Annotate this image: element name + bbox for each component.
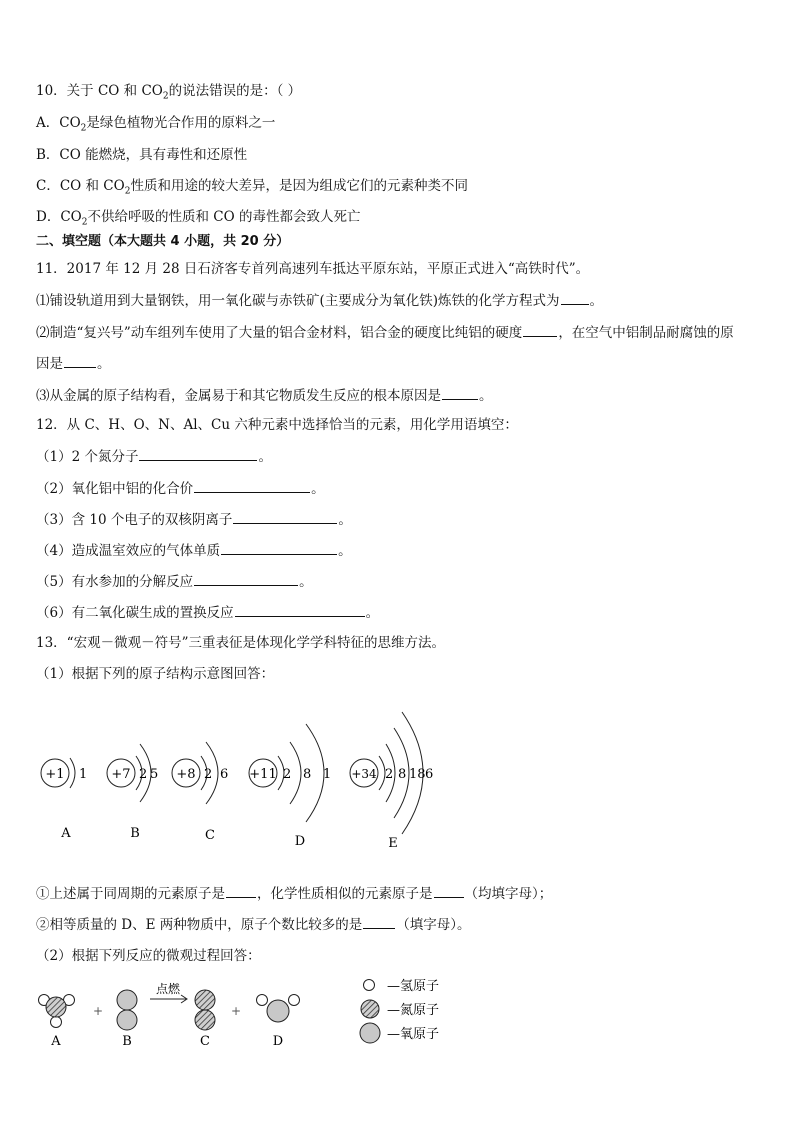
shell-electrons: 1	[79, 767, 88, 782]
answer-blank[interactable]	[194, 572, 298, 586]
atom-label: D	[294, 834, 306, 849]
answer-blank[interactable]	[194, 479, 310, 493]
answer-blank[interactable]	[442, 386, 478, 400]
legend-label: —氮原子	[387, 1003, 440, 1018]
q11-part3: ⑶从金属的原子结构看，金属易于和其它物质发生反应的根本原因是 。	[36, 388, 493, 404]
answer-blank[interactable]	[139, 447, 257, 461]
atom-b	[107, 744, 158, 841]
answer-blank[interactable]	[434, 884, 464, 898]
molecule-c	[195, 990, 215, 1049]
plus-sign: +	[93, 1004, 104, 1018]
shell-electrons: 2	[283, 767, 292, 782]
shell-electrons: 1	[323, 767, 332, 782]
atom-structure-diagrams	[0, 700, 794, 860]
atom-c	[172, 742, 228, 843]
molecule-label: D	[272, 1034, 284, 1049]
atom-label: A	[61, 826, 71, 841]
molecule-label: C	[200, 1034, 210, 1049]
q11-part2-cont: 因是 。	[36, 356, 111, 372]
shell-electrons: 8	[303, 767, 312, 782]
answer-blank[interactable]	[221, 541, 337, 555]
q13-ask1: ①上述属于同周期的元素原子是 ，化学性质相似的元素原子是 （均填字母）；	[36, 886, 553, 902]
molecule-d	[257, 995, 300, 1050]
nitrogen-atom-icon	[361, 1000, 379, 1018]
q10-option-b: B．CO 能燃烧，具有毒性和还原性	[36, 147, 248, 163]
section-heading: 二、填空题（本大题共 4 小题，共 20 分）	[36, 234, 290, 249]
q12-item-1: （1）2 个氮分子 。	[36, 449, 272, 465]
q13-ask2: ②相等质量的 D、E 两种物质中，原子个数比较多的是 （填字母）。	[36, 917, 471, 933]
atom-label: B	[130, 826, 140, 841]
answer-blank[interactable]	[64, 354, 96, 368]
atom-a	[41, 758, 87, 841]
answer-blank[interactable]	[235, 603, 365, 617]
shell-electrons: 6	[425, 767, 434, 782]
q11-part1: ⑴铺设轨道用到大量钢铁，用一氧化碳与赤铁矿(主要成分为氧化铁)炼铁的化学方程式为 。	[36, 293, 604, 309]
answer-blank[interactable]	[226, 884, 256, 898]
q11-part2: ⑵制造“复兴号”动车组列车使用了大量的铝合金材料，铝合金的硬度比纯铝的硬度 ，在空气中铝制品耐腐蚀的原	[36, 325, 734, 341]
q10-option-c: C．CO 和 $CO_2$性质和用途的较大差异，是因为组成它们的元素种类不同	[36, 178, 468, 197]
reaction-condition: 点燃	[155, 982, 181, 996]
shell-electrons: 2	[204, 767, 213, 782]
answer-blank[interactable]	[363, 915, 395, 929]
q10-option-a: A．$CO_2$是绿色植物光合作用的原料之一	[36, 115, 276, 134]
legend-label: —氧原子	[387, 1027, 440, 1042]
shell-electrons: 18	[409, 767, 426, 782]
q11-stem: 11．2017 年 12 月 28 日石济客专首列高速列车抵达平原东站，平原正式进入“高铁时代”。	[36, 261, 590, 277]
shell-electrons: 8	[398, 767, 407, 782]
legend-label: —氢原子	[387, 979, 440, 994]
shell-electrons: 2	[139, 767, 148, 782]
molecule-label: B	[122, 1034, 132, 1049]
hydrogen-atom-icon	[364, 980, 375, 991]
answer-blank[interactable]	[233, 510, 337, 524]
q10-stem: 10．关于 CO 和 $CO_2$的说法错误的是：（ ）	[36, 83, 302, 102]
nucleus-label: +34	[351, 767, 377, 781]
atom-label: C	[205, 828, 215, 843]
nucleus-label: +1	[45, 767, 65, 782]
reaction-diagram	[0, 975, 794, 1055]
reaction-legend	[360, 979, 439, 1043]
q12-item-5: （5）有水参加的分解反应 。	[36, 574, 313, 590]
plus-sign: +	[231, 1004, 242, 1018]
nucleus-label: +7	[111, 767, 131, 782]
oxygen-atom-icon	[360, 1023, 380, 1043]
molecule-a	[39, 995, 75, 1050]
q12-stem: 12．从 C、H、O、N、Al、Cu 六种元素中选择恰当的元素，用化学用语填空：	[36, 417, 518, 433]
q12-item-6: （6）有二氧化碳生成的置换反应 。	[36, 605, 380, 621]
molecule-b	[117, 990, 137, 1049]
q12-item-3: （3）含 10 个电子的双核阴离子 。	[36, 512, 352, 528]
q13-sub2: （2）根据下列反应的微观过程回答：	[36, 948, 261, 964]
q13-stem: 13．“宏观－微观－符号”三重表征是体现化学学科特征的思维方法。	[36, 635, 445, 651]
shell-electrons: 6	[220, 767, 229, 782]
answer-blank[interactable]	[523, 323, 557, 337]
atom-d	[249, 724, 331, 849]
nucleus-label: +8	[176, 767, 196, 782]
reaction-arrow	[150, 981, 187, 1003]
q12-item-2: （2）氧化铝中铝的化合价 。	[36, 481, 325, 497]
q12-item-4: （4）造成温室效应的气体单质 。	[36, 543, 352, 559]
atom-label: E	[388, 836, 398, 851]
answer-blank[interactable]	[561, 291, 589, 305]
shell-electrons: 2	[385, 767, 394, 782]
molecule-label: A	[51, 1034, 61, 1049]
q10-option-d: D．$CO_2$不供给呼吸的性质和 CO 的毒性都会致人死亡	[36, 209, 361, 228]
shell-electrons: 5	[150, 767, 159, 782]
nucleus-label: +11	[249, 767, 277, 782]
atom-e	[350, 712, 433, 851]
q13-sub1: （1）根据下列的原子结构示意图回答：	[36, 666, 275, 682]
